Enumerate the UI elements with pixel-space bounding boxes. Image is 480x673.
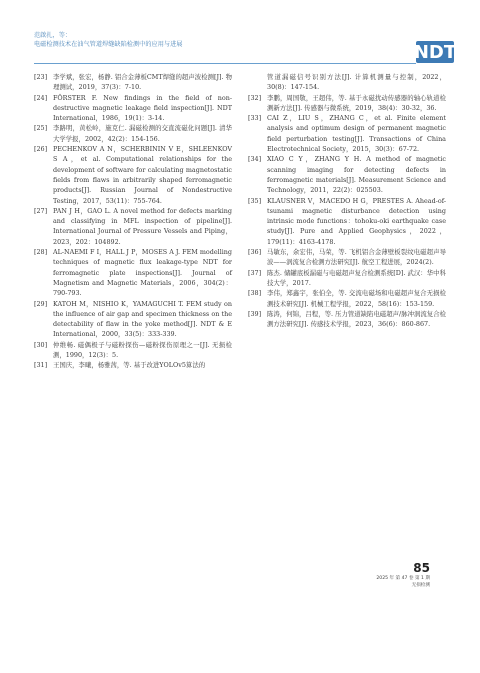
reference-number: [32] [248,93,262,102]
reference-item [248,268,446,289]
reference-number: [29] [34,299,48,308]
reference-item [34,93,232,124]
references-right-column [248,72,446,329]
reference-number: [25] [34,124,48,133]
reference-item [248,309,446,330]
reference-text: 李路明，黄松岭，施克仁. 漏磁检测的交直流磁化问题[J]. 清华大学学报，2002，42(2)：154-156. [53,124,232,143]
reference-number: [28] [34,248,48,257]
reference-text: FÖRSTER F. New findings in the field of non-destructive magnetic leakage field inspection[J]. NDT International，1986，19(1)：3-14. [53,93,232,123]
page-header [34,31,457,67]
reference-item [248,113,446,154]
reference-text: 马敏东，余宏伟，马荣，等. 飞机铝合金薄壁板裂纹电磁超声导波——涡流复合检测方法研究[J]. 航空工程进展，2024(2). [267,248,446,267]
logo-text: NDT [413,42,457,63]
reference-text: AL-NAEMI F I，HALL J P，MOSES A J. FEM modelling techniques of magnetic flux leakage-type NDT for ferromagnetic plate inspections[J]. Journal of Magnetism and Magnetic Materials，2006，304(2)：790-793. [53,248,232,298]
reference-number: [34] [248,155,262,164]
references-section [34,72,446,512]
running-head-authors: 范啟扎，等： [34,32,72,39]
references-left-column [34,72,232,371]
reference-item [34,144,232,206]
reference-number: [31] [34,361,48,370]
reference-item [34,360,232,370]
reference-item [248,154,446,195]
reference-number: [36] [248,248,262,257]
page-number: 85 [413,561,430,575]
reference-text: XIAO C Y，ZHANG Y H. A method of magnetic scanning imaging for detecting defects in ferromagnetic materials[J]. Measurement Science and Technology，2011，22(2)：025503. [267,155,446,195]
running-head [34,31,183,49]
reference-number: [26] [34,145,48,154]
reference-number: [35] [248,196,262,205]
reference-number: [27] [34,206,48,215]
running-head-title: 电磁检测技术在油气管道焊缝缺陷检测中的应用与进展 [34,41,183,48]
reference-item [248,288,446,309]
ndt-logo [413,41,457,63]
reference-number: [38] [248,289,262,298]
reference-item [34,72,232,93]
journal-name: 无损检测 [411,583,430,588]
reference-text: 管道漏磁信号识别方法[J]. 计算机测量与控制，2022，30(8)：147-154. [267,73,446,92]
reference-item [248,93,446,114]
reference-text: 陈杰. 储罐底板漏磁与电磁超声复合检测系统[D]. 武汉：华中科技大学，2017. [267,268,446,287]
reference-item [248,247,446,268]
reference-number: [23] [34,73,48,81]
reference-item [34,123,232,144]
reference-text: CAI Z，LIU S，ZHANG C，et al. Finite element analysis and optimum design of permanent magnetic field perturbation testing[J]. Transactions of China Electrotechnical Society，2015，30(3)：67-72. [267,114,446,154]
reference-number: [33] [248,114,262,123]
reference-text: KLAUSNER V，MACEDO H G，PRESTES A. Ahead-of-tsunami magnetic disturbance detection using intrinsic mode functions：tohoku-oki earthquake case study[J]. Pure and Applied Geophysics，2022，179(11)：4163-4178. [267,196,446,246]
reference-item [248,196,446,247]
reference-item [34,340,232,361]
reference-item [34,247,232,298]
reference-text: PAN J H，GAO L. A novel method for defects marking and classifying in MFL inspection of pipeline[J]. International Journal of Pressure Vessels and Piping，2023，202：104892. [53,206,232,246]
reference-text: 陈涛，何锦，吕程，等. 压力管道缺陷电磁超声/脉冲涡流复合检测方法研究[J]. 传感技术学报，2023，36(6)：860-867. [267,309,446,329]
issue-info: 2025 年 第 47 卷 第 1 期 [376,576,430,581]
reference-text: 仲维畅. 磁偶极子与磁粉探伤—磁粉探伤原理之一[J]. 无损检测，1990，12(3)：5. [53,340,232,360]
reference-item [34,206,232,247]
reference-number: [30] [34,340,48,349]
reference-number: [39] [248,309,262,318]
reference-text: KATOH M，NISHIO K，YAMAGUCHI T. FEM study on the influence of air gap and specimen thickness on the detectability of flaw in the yoke method[J]. NDT & E International，2000，33(5)：333-339. [53,299,232,339]
reference-text: 李学斌，张宏，杨静. 铝合金薄板CMT焊缝的超声波检测[J]. 物理测试，2019，37(3)：7-10. [53,73,232,92]
reference-text: 李鹏，周国敬，王超伟，等. 基于永磁扰动传感器的轴心轨道检测新方法[J]. 传感器与微系统，2019，38(4)：30-32，36. [267,93,446,112]
header-rule [34,63,416,64]
reference-item [34,299,232,340]
reference-text: 李伟，郑鑫宇，张伯全，等. 交流电磁场和电磁超声复合无损检测技术研究[J]. 机械工程学报，2022，58(16)：153-159. [267,289,446,308]
reference-item [248,72,446,93]
reference-number: [24] [34,93,48,102]
reference-text: 王国庆，李曦，杨雅茜，等. 基于改进YOLOv5算法的 [53,361,206,370]
page-footer [376,561,430,589]
reference-text: PECHENKOV A N，SCHERBININ V E，SHLEENKOV S A，et al. Computational relationships for the development of software for calculating magnetostatic fields from flaws in arbitrarily shaped ferromagnetic products[J]. Russian Journal of Nondestructive Testing，2017，53(11)：755-764. [53,145,232,205]
reference-number: [37] [248,268,262,277]
